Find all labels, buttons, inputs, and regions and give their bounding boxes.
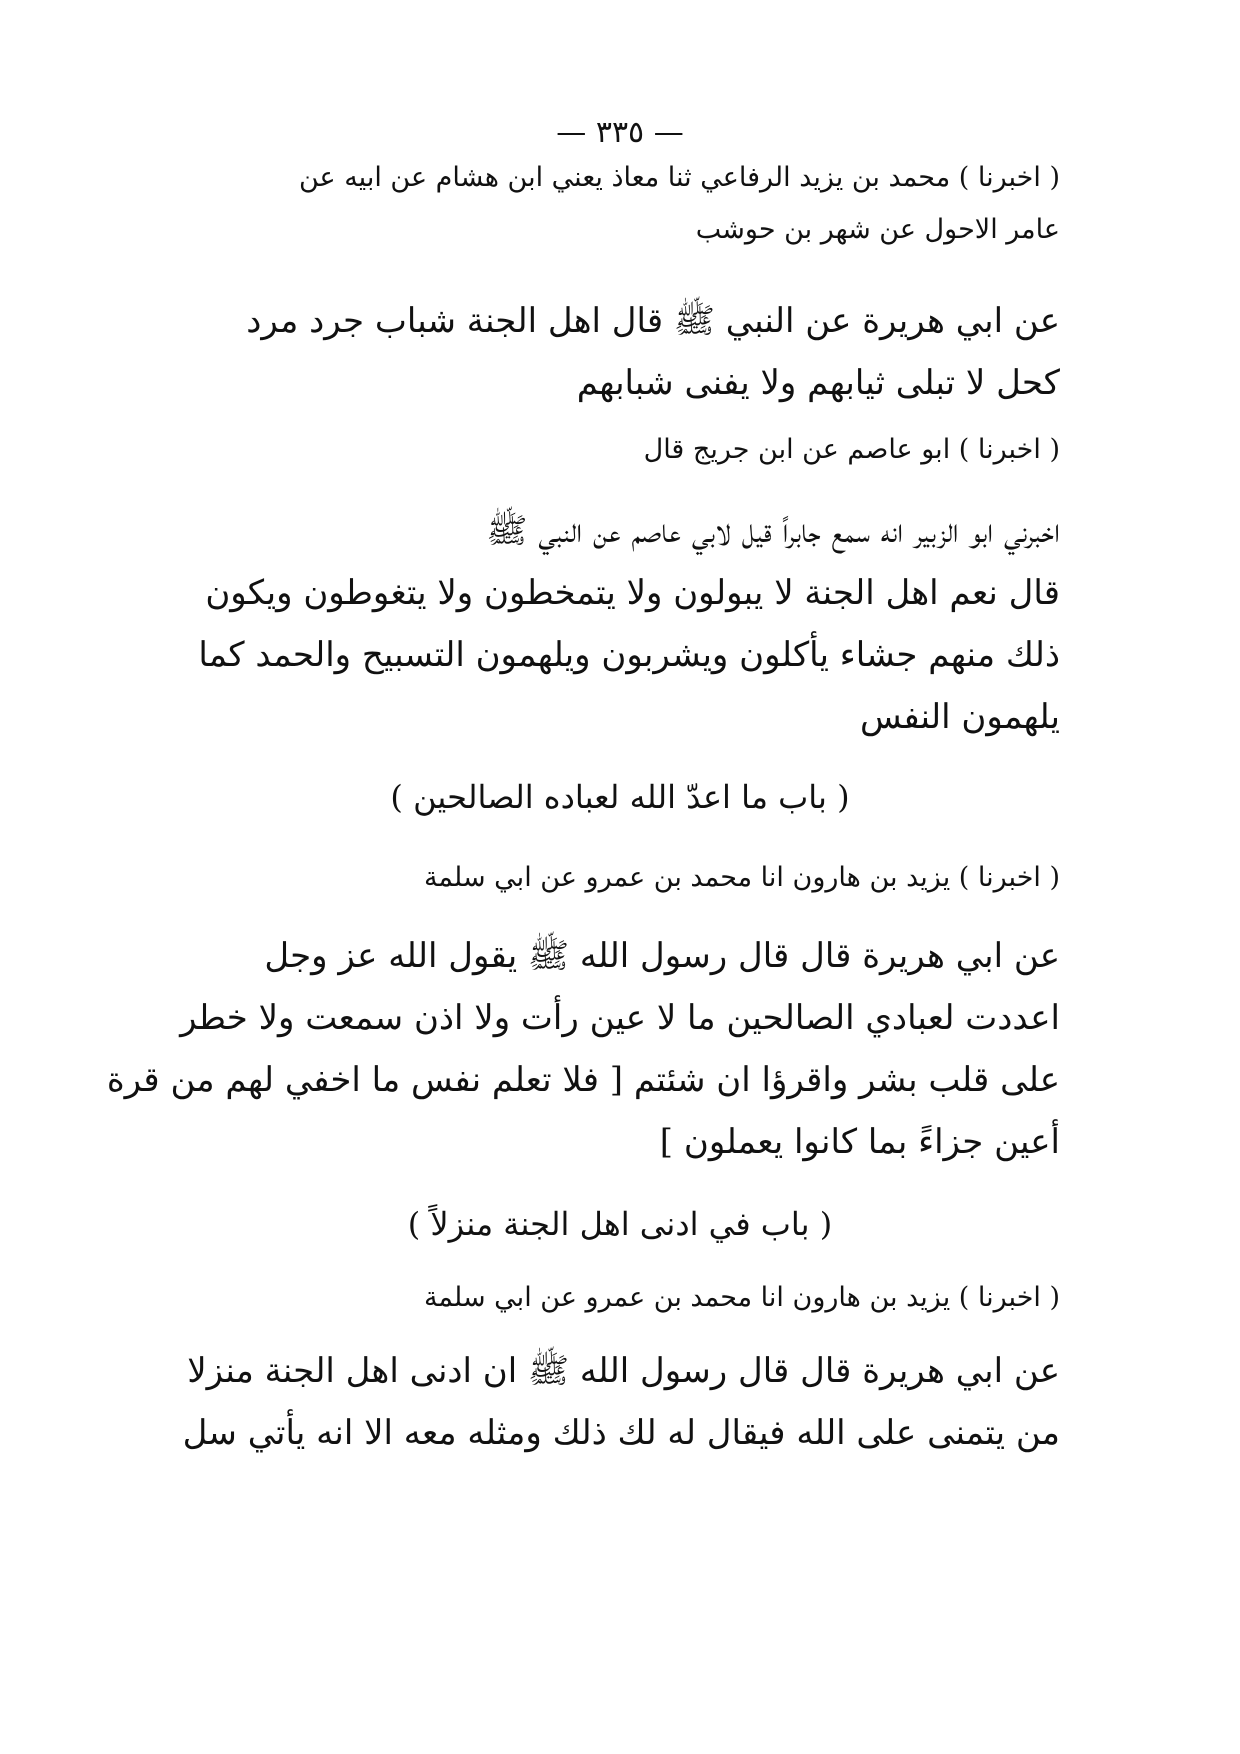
text-line: أعين جزاءً بما كانوا يعملون ] bbox=[659, 1122, 1060, 1162]
isnad-paragraph bbox=[180, 1272, 1060, 1324]
chapter-heading: ( باب ما اعدّ الله لعباده الصالحين ) bbox=[390, 778, 850, 816]
text-line: كحل لا تبلى ثيابهم ولا يفنى شبابهم bbox=[576, 363, 1060, 403]
isnad-paragraph bbox=[180, 852, 1060, 904]
text-line: عن ابي هريرة عن النبي ﷺ قال اهل الجنة شباب جرد مرد bbox=[246, 301, 1060, 341]
text-line: اعددت لعبادي الصالحين ما لا عين رأت ولا اذن سمعت ولا خطر bbox=[180, 998, 1060, 1038]
text-line: قال نعم اهل الجنة لا يبولون ولا يتمخطون ولا يتغوطون ويكون bbox=[205, 573, 1060, 613]
hadith-text bbox=[106, 925, 1060, 1173]
text-line: عن ابي هريرة قال قال رسول الله ﷺ ان ادنى اهل الجنة منزلا bbox=[187, 1351, 1060, 1391]
text-line: عامر الاحول عن شهر بن حوشب bbox=[695, 214, 1060, 245]
text-line: يلهمون النفس bbox=[860, 697, 1060, 737]
text-line: ( اخبرنا ) يزيد بن هارون انا محمد بن عمرو عن ابي سلمة bbox=[423, 1282, 1060, 1313]
text-line: ( اخبرنا ) يزيد بن هارون انا محمد بن عمرو عن ابي سلمة bbox=[423, 862, 1060, 893]
text-line: ( اخبرنا ) ابو عاصم عن ابن جريج قال bbox=[643, 434, 1060, 465]
text-line: اخبرني ابو الزبير انه سمع جابراً قيل لابي عاصم عن النبي ﷺ bbox=[486, 511, 1060, 551]
chapter-heading: ( باب في ادنى اهل الجنة منزلاً ) bbox=[407, 1205, 833, 1243]
hadith-text bbox=[180, 290, 1060, 414]
hadith-text bbox=[180, 1340, 1060, 1464]
isnad-paragraph bbox=[180, 152, 1060, 256]
isnad-paragraph bbox=[180, 424, 1060, 476]
page-number: — ٣٣٥ — bbox=[556, 115, 684, 150]
text-line: ذلك منهم جشاء يأكلون ويشربون ويلهمون التسبيح والحمد كما bbox=[198, 635, 1060, 675]
text-line: على قلب بشر واقرؤا ان شئتم [ فلا تعلم نفس ما اخفي لهم من قرة bbox=[106, 1060, 1060, 1100]
text-line: من يتمنى على الله فيقال له لك ذلك ومثله معه الا انه يأتي سل bbox=[182, 1413, 1060, 1453]
hadith-text bbox=[180, 500, 1060, 748]
text-line: ( اخبرنا ) محمد بن يزيد الرفاعي ثنا معاذ يعني ابن هشام عن ابيه عن bbox=[298, 162, 1060, 193]
text-line: عن ابي هريرة قال قال رسول الله ﷺ يقول الله عز وجل bbox=[264, 936, 1060, 976]
